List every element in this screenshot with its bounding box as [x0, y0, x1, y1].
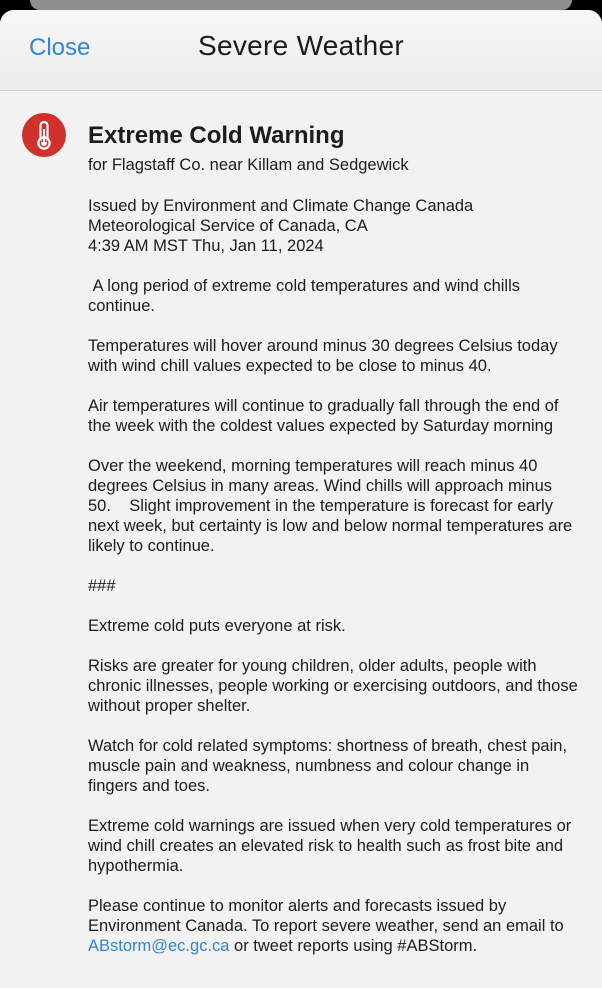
issued-by: Issued by Environment and Climate Change Canada [88, 197, 474, 215]
alert-paragraph: Risks are greater for young children, older adults, people with chronic illnesses, people working or exercising outdoors, and those without proper shelter. [88, 657, 578, 715]
close-button[interactable]: Close [29, 34, 91, 61]
thermometer-icon [22, 113, 66, 157]
alert-paragraph: Extreme cold puts everyone at risk. [88, 617, 346, 635]
alert-final-paragraph [88, 896, 578, 956]
issued-time: 4:39 AM MST Thu, Jan 11, 2024 [88, 237, 324, 255]
alert-title: Extreme Cold Warning [88, 122, 345, 149]
alert-paragraph: Over the weekend, morning temperatures will reach minus 40 degrees Celsius in many areas. Wind chills will approach minus 50. Slight improvement in the temperature is forecast for early next week, but certainty is low and below normal temperatures are likely to continue. [88, 457, 577, 555]
issuing-service: Meteorological Service of Canada, CA [88, 217, 368, 235]
alert-paragraph: Temperatures will hover around minus 30 degrees Celsius today with wind chill values expected to be close to minus 40. [88, 337, 558, 375]
issued-info [88, 196, 578, 256]
alert-paragraph: Watch for cold related symptoms: shortness of breath, chest pain, muscle pain and weakness, numbness and colour change in fingers and toes. [88, 737, 568, 795]
alert-paragraph: A long period of extreme cold temperatures and wind chills continue. [88, 277, 525, 315]
alert-separator: ### [88, 577, 116, 595]
alert-paragraph: Extreme cold warnings are issued when very cold temperatures or wind chill creates an elevated risk to health such as frost bite and hypothermia. [88, 817, 572, 875]
email-link[interactable]: ABstorm@ec.gc.ca [88, 937, 230, 955]
page-title: Severe Weather [197, 30, 404, 61]
nav-bar [0, 10, 602, 91]
alert-paragraph: Air temperatures will continue to gradually fall through the end of the week with the coldest values expected by Saturday morning [88, 397, 559, 435]
final-text-start: Please continue to monitor alerts and forecasts issued by Environment Canada. To report severe weather, send an email to [88, 897, 564, 935]
background-sheet [30, 0, 572, 10]
severe-weather-sheet [0, 10, 602, 988]
alert-area: for Flagstaff Co. near Killam and Sedgewick [88, 156, 409, 174]
alert-body [88, 121, 578, 956]
final-text-end: or tweet reports using #ABStorm. [229, 937, 478, 955]
